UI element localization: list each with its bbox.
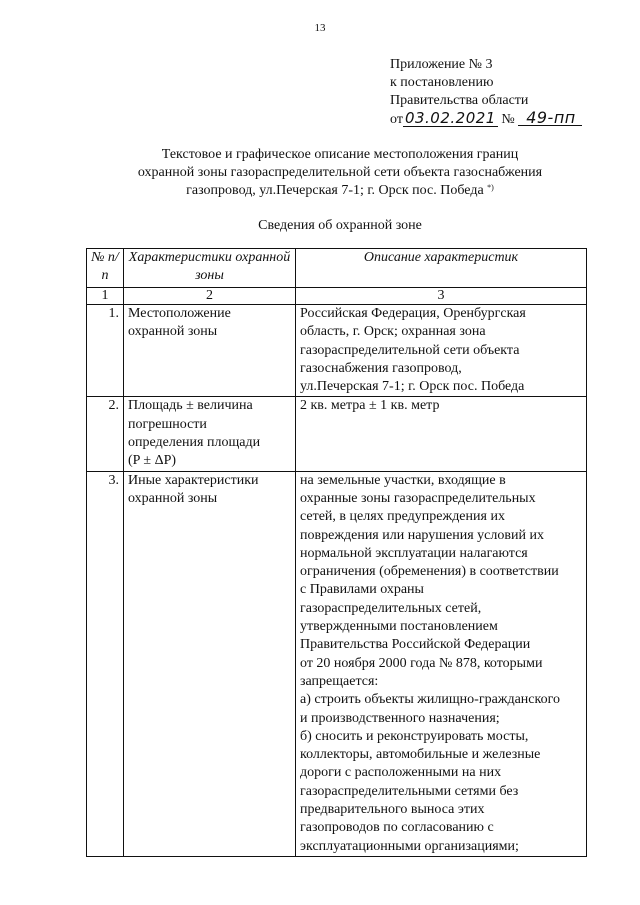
header-no: № п/п: [87, 249, 124, 288]
handwritten-number: 49-пп: [518, 110, 582, 126]
row-characteristic: Местоположение охранной зоны: [124, 305, 296, 397]
handwritten-date: 03.02.2021: [404, 109, 496, 127]
row-characteristic: Площадь ± величина погрешности определения площади (P ± ΔP): [124, 397, 296, 471]
row-characteristic: Иные характеристики охранной зоны: [124, 471, 296, 856]
appendix-line-3: Правительства области: [390, 93, 529, 108]
appendix-header: [390, 56, 582, 129]
title-line-2: охранной зоны газораспределительной сети объекта газоснабжения: [137, 165, 543, 180]
appendix-line-2: к постановлению: [390, 75, 494, 90]
table-row: [87, 305, 587, 397]
column-number: 2: [124, 288, 296, 305]
header-characteristics: Характеристики охранной зоны: [124, 249, 296, 288]
column-number-row: [87, 288, 587, 305]
title-line-1: Текстовое и графическое описание местоположения границ: [161, 147, 519, 162]
header-description: Описание характеристик: [296, 249, 587, 288]
section-subtitle: Сведения об охранной зоне: [258, 218, 422, 233]
from-label: от: [390, 112, 403, 127]
row-number: 3.: [87, 471, 124, 856]
table-row: [87, 397, 587, 471]
title-line-3-wrap: [60, 182, 620, 200]
column-number: 1: [87, 288, 124, 305]
title-line-3: газопровод, ул.Печерская 7-1; г. Орск пос. Победа: [186, 183, 484, 198]
protection-zone-table: [86, 248, 587, 857]
page-number: 13: [314, 22, 326, 34]
footnote-mark: *): [487, 183, 494, 192]
appendix-date-line: [390, 110, 582, 129]
appendix-line-1: Приложение № 3: [390, 57, 493, 72]
number-label: №: [501, 112, 515, 127]
table-header-row: [87, 249, 587, 288]
row-number: 2.: [87, 397, 124, 471]
row-description: на земельные участки, входящие в охранные зоны газораспределительных сетей, в целях предупреждения их повреждения или нарушения условий их нормальной эксплуатации налагаются ограничения (обременения) в соответствии с Правилами охраны газораспределительных сетей, утвержденными постановлением Правительства Российской Федерации от 20 ноября 2000 года № 878, которыми запрещается: а) строить объекты жилищно-гражданского и производственного назначения; б) сносить и реконструировать мосты, коллекторы, автомобильные и железные дороги с расположенными на них газораспределительными сетями без предварительного выноса этих газопроводов по согласованию с эксплуатационными организациями;: [296, 471, 587, 856]
table-row: [87, 471, 587, 856]
row-description: 2 кв. метра ± 1 кв. метр: [296, 397, 587, 471]
row-description: Российская Федерация, Оренбургская область, г. Орск; охранная зона газораспределительной сети объекта газоснабжения газопровод, ул.Печерская 7-1; г. Орск пос. Победа: [296, 305, 587, 397]
column-number: 3: [296, 288, 587, 305]
row-number: 1.: [87, 305, 124, 397]
document-title: [60, 146, 620, 200]
